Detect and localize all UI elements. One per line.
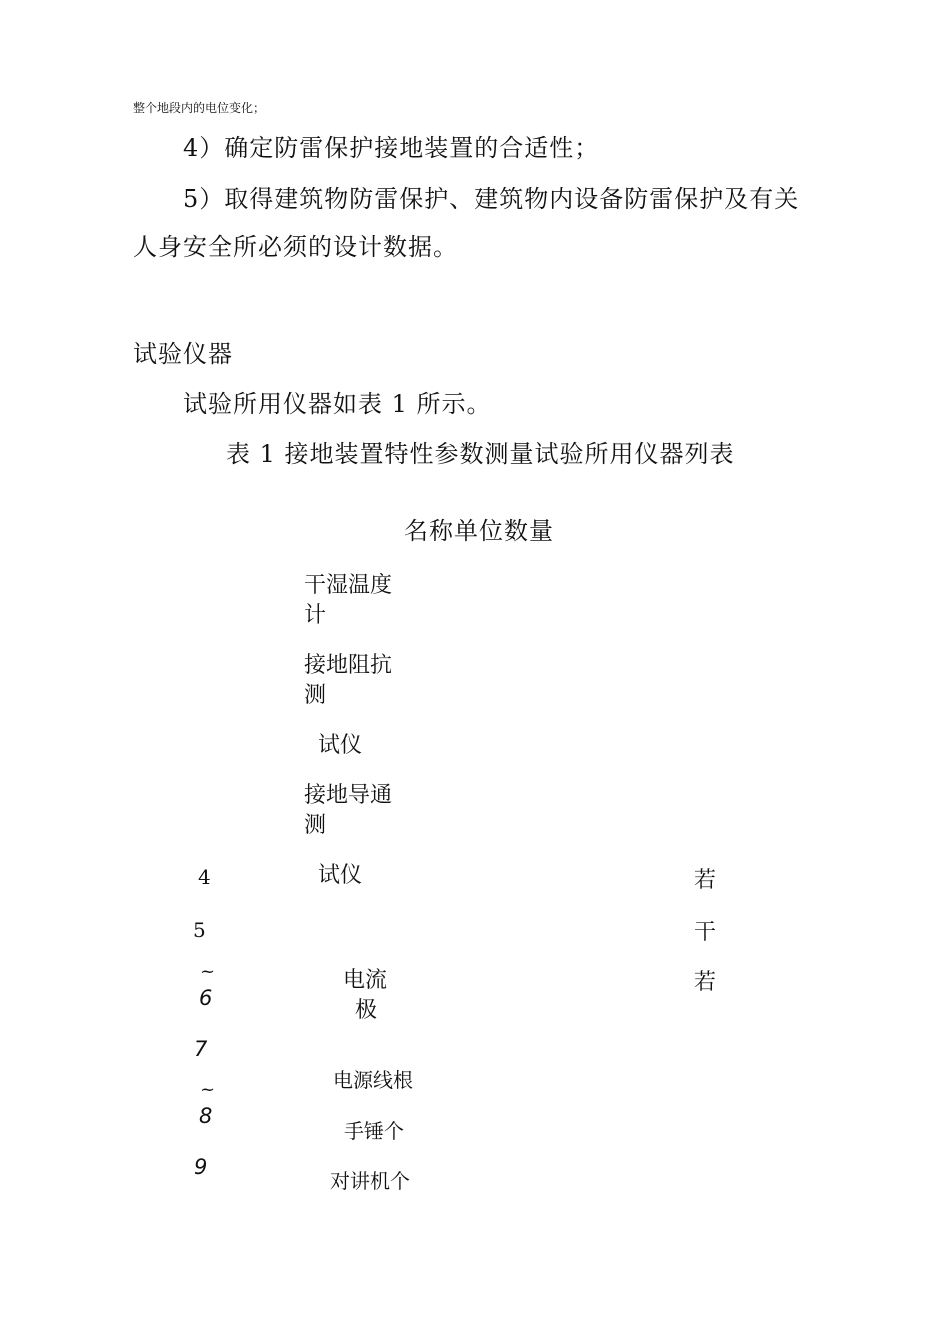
table-cell-num9: 9 bbox=[194, 1155, 208, 1179]
table-cell-name7-clip bbox=[330, 1167, 440, 1190]
table-cell-name6: 手锤个 bbox=[344, 1119, 404, 1140]
table-cell-name2-a: 接地阻抗 bbox=[304, 653, 393, 678]
table-cell-name6-clip bbox=[344, 1117, 434, 1140]
table-cell-name5-clip bbox=[333, 1066, 443, 1089]
top-line: 整个地段内的电位变化； bbox=[133, 101, 266, 115]
table-cell-tilde2: ~ bbox=[200, 1079, 216, 1100]
table-cell-name3-c: 试仪 bbox=[318, 863, 363, 888]
list-item-4: 4）确定防雷保护接地装置的合适性； bbox=[183, 134, 600, 162]
table-cell-num7: 7 bbox=[194, 1037, 208, 1061]
intro-paragraph: 试验所用仪器如表 1 所示。 bbox=[183, 390, 492, 418]
table-cell-num8: 8 bbox=[199, 1104, 213, 1128]
table-cell-name1-b: 计 bbox=[304, 603, 327, 628]
table-cell-qty-c: 若 bbox=[694, 970, 717, 995]
table-caption: 表 1 接地装置特性参数测量试验所用仪器列表 bbox=[226, 440, 735, 468]
table-cell-name3-b: 测 bbox=[304, 813, 327, 838]
table-cell-num5: 5 bbox=[193, 918, 206, 942]
table-cell-qty-b: 干 bbox=[694, 920, 717, 945]
table-cell-qty-a: 若 bbox=[694, 868, 717, 893]
table-cell-name4-b: 极 bbox=[355, 998, 378, 1023]
table-cell-name4-a: 电流 bbox=[343, 968, 388, 993]
table-cell-name3-a: 接地导通 bbox=[304, 783, 393, 808]
table-header: 名称单位数量 bbox=[404, 517, 554, 545]
list-item-5-line2: 人身安全所必须的设计数据。 bbox=[133, 233, 458, 261]
table-cell-tilde1: ~ bbox=[200, 961, 216, 982]
table-cell-name2-c: 试仪 bbox=[318, 733, 363, 758]
table-cell-name1-a: 干湿温度 bbox=[304, 573, 393, 598]
table-cell-name2-b: 测 bbox=[304, 683, 327, 708]
section-title: 试验仪器 bbox=[133, 340, 233, 368]
table-cell-num6: 6 bbox=[199, 986, 213, 1010]
list-item-5-line1: 5）取得建筑物防雷保护、建筑物内设备防雷保护及有关 bbox=[183, 185, 800, 213]
table-cell-name5: 电源线根 bbox=[333, 1068, 413, 1089]
table-cell-name7: 对讲机个 bbox=[330, 1169, 410, 1190]
table-cell-num4: 4 bbox=[198, 865, 211, 889]
